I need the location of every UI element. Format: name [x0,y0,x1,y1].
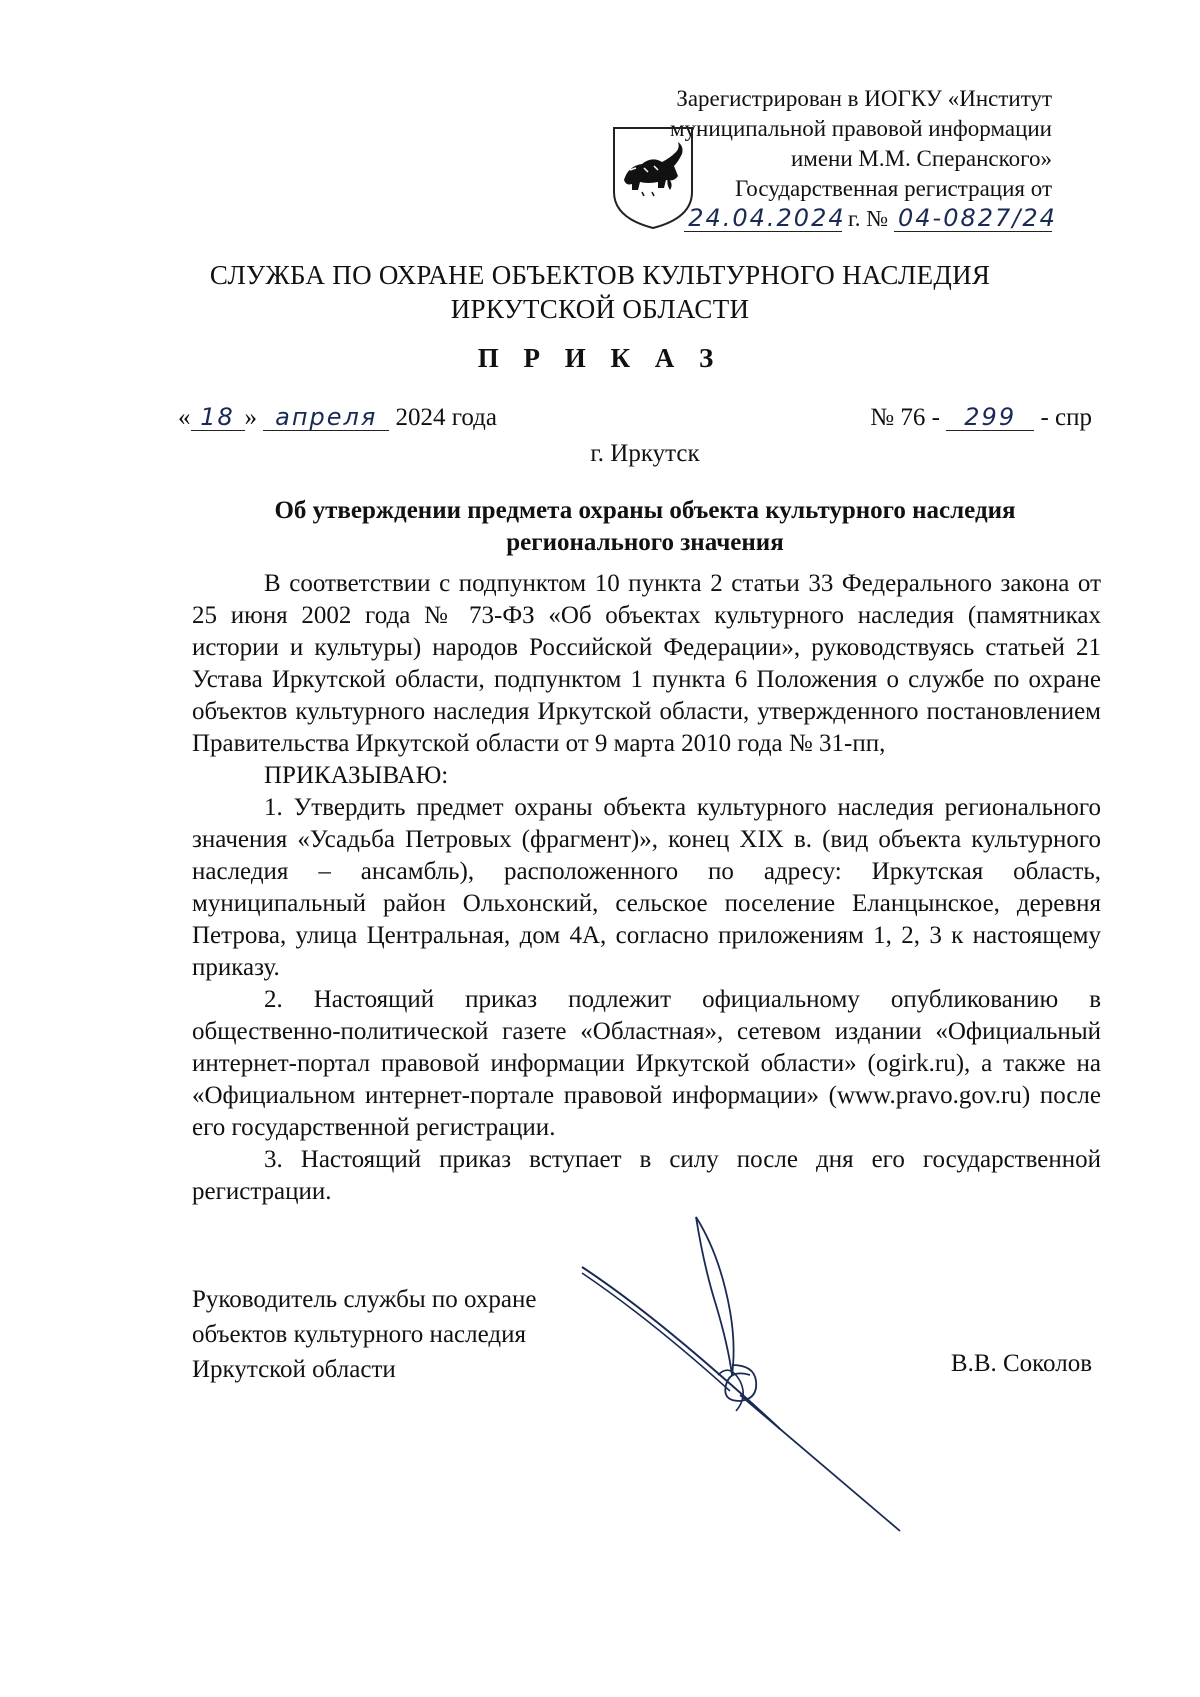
registration-line-2: муниципальной правовой информации [669,116,1052,141]
document-type-title: П Р И К А З [477,343,723,373]
order-body [192,568,1101,1208]
date-year: 2024 года [395,404,497,431]
city: г. Иркутск [590,440,700,467]
signatory-position [192,1282,536,1387]
order-item-3: 3. Настоящий приказ вступает в силу после дня его государственной регистрации. [192,1146,1101,1205]
order-word: ПРИКАЗЫВАЮ: [264,762,449,789]
order-number-value: 299 [946,404,1034,431]
order-number [870,404,1092,432]
order-number-suffix: - спр [1040,404,1092,431]
registration-date: 24.04.2024 [684,205,842,232]
signatory-position-line-3: Иркутской области [192,1356,396,1383]
registration-line-1: Зарегистрирован в ИОГКУ «Институт [676,86,1052,111]
order-date [178,404,497,432]
handwritten-signature-icon [580,1215,910,1535]
date-month: апреля [263,404,389,431]
agency-name-line-2: ИРКУТСКОЙ ОБЛАСТИ [450,294,750,324]
agency-name-line-1: СЛУЖБА ПО ОХРАНЕ ОБЪЕКТОВ КУЛЬТУРНОГО НАСЛЕДИЯ [209,260,991,290]
date-close-quote: » [244,404,257,431]
registration-number: 04-0827/24 [894,205,1052,232]
signatory-name: В.В. Соколов [950,1350,1092,1377]
agency-name [0,258,1200,326]
registration-line-3: имени М.М. Сперанского» [790,146,1052,171]
order-subject-line-2: регионального значения [506,529,784,556]
signatory-position-line-1: Руководитель службы по охране [192,1286,537,1313]
order-item-2: 2. Настоящий приказ подлежит официальному опубликованию в общественно-политической газете «Областная», сетевом издании «Официальный интернет-портал правовой информации Иркутской области» (ogirk.ru), а также на «Официальном интернет-портале правовой информации» (www.pravo.gov.ru) после его государственной регистрации. [192,986,1101,1141]
registration-line-4: Государственная регистрация от [735,176,1052,201]
date-open-quote: « [178,404,191,431]
preamble-paragraph: В соответствии с подпунктом 10 пункта 2 статьи 33 Федерального закона от 25 июня 2002 года № 73-ФЗ «Об объектах культурного наследия (памятниках истории и культуры) народов Российской Федерации», руководствуясь статьей 21 Устава Иркутской области, подпунктом 1 пункта 6 Положения о службе по охране объектов культурного наследия Иркутской области, утвержденного постановлением Правительства Иркутской области от 9 марта 2010 года № 31-пп, [192,570,1101,757]
signatory-position-line-2: объектов культурного наследия [192,1321,526,1348]
date-day: 18 [191,404,245,431]
order-subject [200,495,1090,559]
registration-number-label: г. № [847,206,889,231]
order-number-prefix: № 76 - [870,404,940,431]
irkutsk-coat-of-arms-icon [608,122,698,232]
order-item-1: 1. Утвердить предмет охраны объекта культурного наследия регионального значения «Усадьба Петровых (фрагмент)», конец XIX в. (вид объекта культурного наследия – ансамбль), расположенного по адресу: Иркутская область, муниципальный район Ольхонский, сельское поселение Еланцынское, деревня Петрова, улица Центральная, дом 4А, согласно приложениям 1, 2, 3 к настоящему приказу. [192,794,1101,981]
order-subject-line-1: Об утверждении предмета охраны объекта культурного наследия [274,497,1016,524]
